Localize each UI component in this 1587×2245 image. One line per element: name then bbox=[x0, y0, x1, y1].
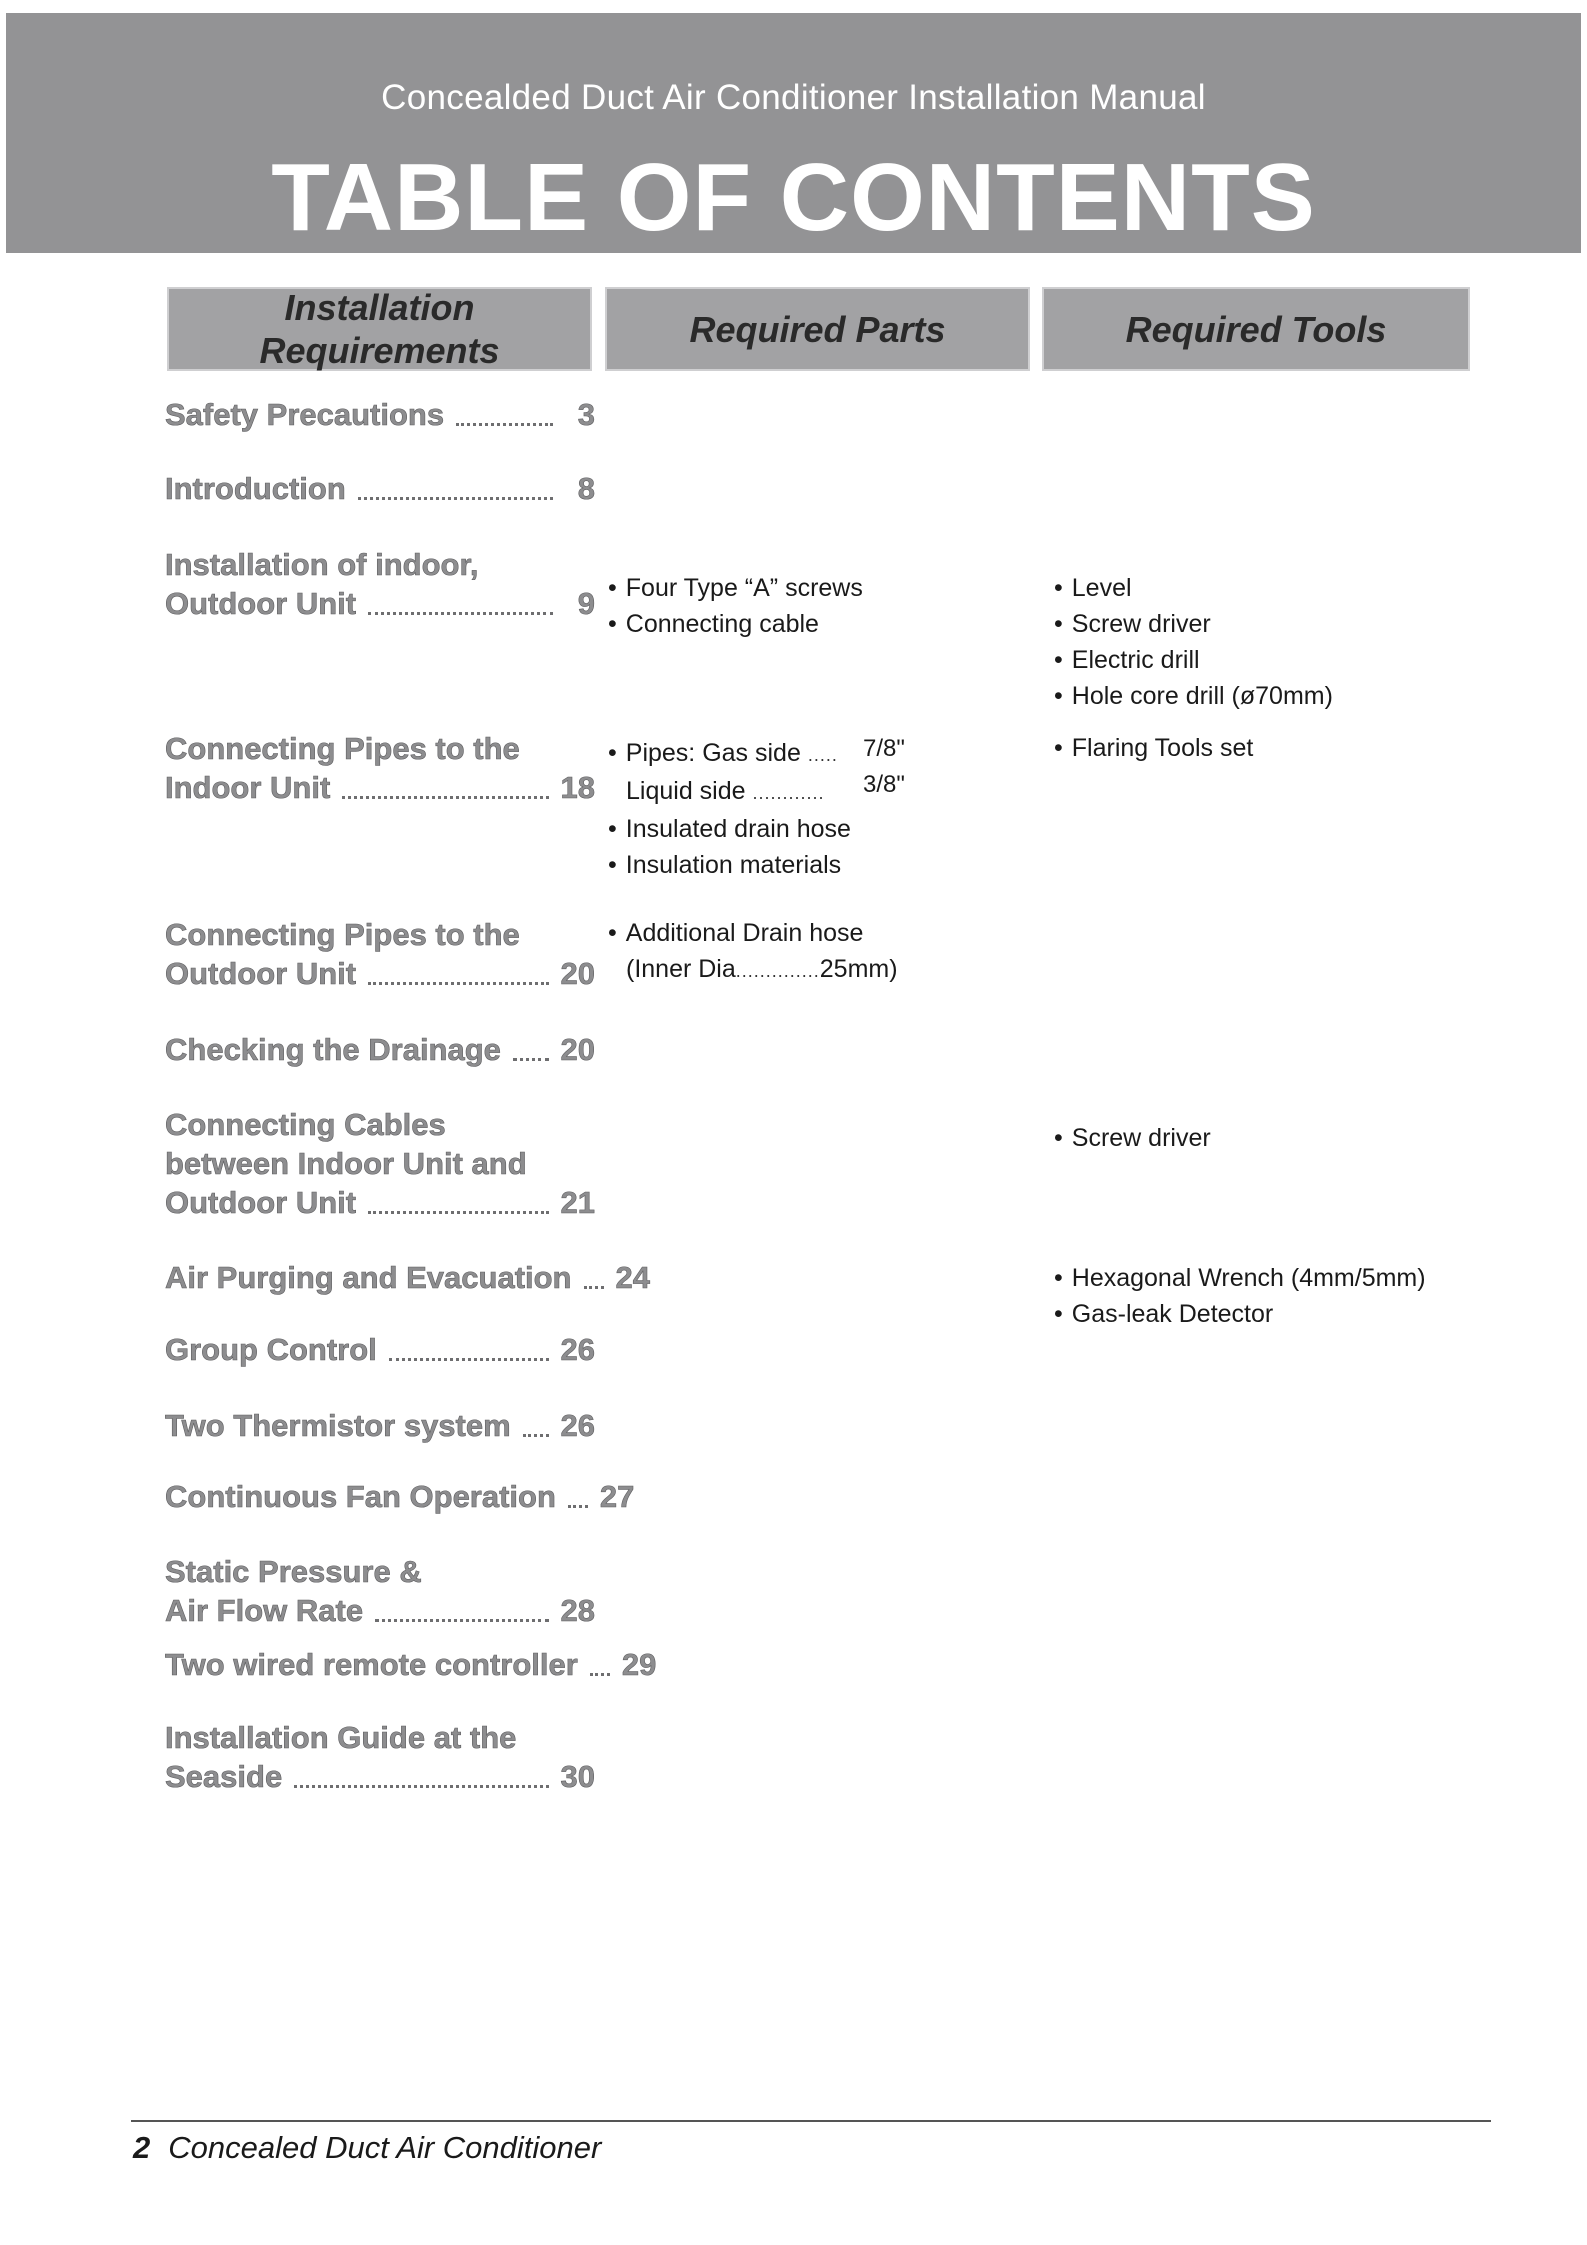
toc-entry-drainage[interactable] bbox=[165, 1030, 595, 1069]
toc-page-number: 30 bbox=[560, 1759, 595, 1794]
toc-page-number: 26 bbox=[560, 1408, 595, 1443]
liquid-size: 3/8" bbox=[863, 771, 905, 798]
leader-dots bbox=[584, 1286, 604, 1289]
gas-side-label: Pipes: Gas side bbox=[625, 739, 801, 767]
toc-entry-cables[interactable] bbox=[165, 1105, 595, 1222]
part-item: • Additional Drain hose bbox=[608, 915, 898, 951]
leader-dots bbox=[368, 982, 548, 985]
leader-dots bbox=[294, 1785, 548, 1788]
toc-label: Outdoor Unit bbox=[165, 956, 357, 991]
toc-label: Two wired remote controller bbox=[165, 1647, 578, 1682]
leader-dots bbox=[368, 1211, 548, 1214]
toc-page-number: 9 bbox=[577, 586, 595, 621]
toc-label: Indoor Unit bbox=[165, 770, 331, 805]
footer-page-number: 2 bbox=[133, 2130, 151, 2165]
gas-size: 7/8" bbox=[863, 735, 905, 762]
tools-list-cables bbox=[1054, 1120, 1211, 1156]
leader-dots bbox=[523, 1434, 549, 1437]
toc-label: Continuous Fan Operation bbox=[165, 1479, 556, 1514]
toc-page-number: 21 bbox=[560, 1185, 595, 1220]
column-header-installation-line1: Installation bbox=[284, 287, 475, 328]
part-item: • Four Type “A” screws bbox=[608, 570, 863, 606]
leader-dots bbox=[456, 423, 553, 426]
toc-entry-purging[interactable] bbox=[165, 1258, 650, 1297]
leader-dots bbox=[342, 796, 548, 799]
tool-item: • Hexagonal Wrench (4mm/5mm) bbox=[1054, 1260, 1426, 1296]
toc-page-number: 27 bbox=[599, 1479, 635, 1514]
column-header-tools: Required Tools bbox=[1042, 287, 1470, 371]
column-header-installation-line2: Requirements bbox=[259, 330, 500, 371]
toc-label-line: Connecting Pipes to the bbox=[165, 917, 520, 952]
toc-entry-group-control[interactable] bbox=[165, 1330, 595, 1369]
footer-title: Concealed Duct Air Conditioner bbox=[168, 2130, 602, 2165]
toc-label-line: Connecting Cables bbox=[165, 1107, 446, 1142]
leader-dots bbox=[590, 1673, 610, 1676]
footer-divider bbox=[131, 2120, 1491, 2122]
leader-dots bbox=[513, 1058, 549, 1061]
part-item: • Connecting cable bbox=[608, 606, 863, 642]
inner-dia-dots: .............. bbox=[735, 961, 820, 981]
toc-label: Outdoor Unit bbox=[165, 1185, 357, 1220]
column-header-installation bbox=[167, 287, 592, 371]
tool-item: • Screw driver bbox=[1054, 606, 1333, 642]
toc-entry-pipes-outdoor[interactable] bbox=[165, 915, 595, 993]
toc-entry-seaside[interactable] bbox=[165, 1718, 595, 1796]
toc-label: Air Flow Rate bbox=[165, 1593, 364, 1628]
tools-list-purging bbox=[1054, 1260, 1426, 1332]
toc-label: Seaside bbox=[165, 1759, 283, 1794]
toc-page-number: 20 bbox=[560, 956, 595, 991]
inner-dia-value: 25mm) bbox=[819, 955, 898, 983]
toc-page-number: 26 bbox=[560, 1332, 595, 1367]
toc-label-line: between Indoor Unit and bbox=[165, 1146, 527, 1181]
toc-entry-static-pressure[interactable] bbox=[165, 1552, 595, 1630]
tools-list-pipes-indoor bbox=[1054, 730, 1253, 766]
page-title: TABLE OF CONTENTS bbox=[271, 144, 1316, 251]
toc-label: Two Thermistor system bbox=[165, 1408, 511, 1443]
toc-page-number: 20 bbox=[560, 1032, 595, 1067]
part-item-gas-side bbox=[608, 735, 851, 773]
toc-page-number: 29 bbox=[621, 1647, 657, 1682]
leader-dots bbox=[368, 612, 553, 615]
liquid-side-dots: ............ bbox=[752, 783, 825, 803]
toc-entry-installation[interactable] bbox=[165, 545, 595, 623]
toc-entry-safety[interactable] bbox=[165, 395, 595, 434]
part-item: • Insulated drain hose bbox=[608, 811, 851, 847]
toc-label-line: Installation Guide at the bbox=[165, 1720, 517, 1755]
toc-page-number: 18 bbox=[560, 770, 595, 805]
tool-item: • Hole core drill (ø70mm) bbox=[1054, 678, 1333, 714]
parts-list-installation bbox=[608, 570, 863, 642]
column-header-parts: Required Parts bbox=[605, 287, 1030, 371]
toc-entry-pipes-indoor[interactable] bbox=[165, 729, 595, 807]
manual-subtitle: Concealded Duct Air Conditioner Installation Manual bbox=[381, 78, 1206, 117]
gas-side-dots: ..... bbox=[807, 745, 838, 765]
tool-item: • Electric drill bbox=[1054, 642, 1333, 678]
toc-label: Checking the Drainage bbox=[165, 1032, 501, 1067]
toc-entry-remote-controller[interactable] bbox=[165, 1645, 657, 1684]
toc-page-number: 3 bbox=[577, 397, 595, 432]
toc-label-line: Connecting Pipes to the bbox=[165, 731, 520, 766]
toc-label: Safety Precautions bbox=[165, 397, 445, 432]
parts-list-pipes-indoor bbox=[608, 735, 938, 885]
part-item-liquid-side bbox=[608, 773, 851, 811]
toc-entry-introduction[interactable] bbox=[165, 469, 595, 508]
tool-item: • Gas-leak Detector bbox=[1054, 1296, 1426, 1332]
toc-label: Introduction bbox=[165, 471, 346, 506]
liquid-side-label: Liquid side bbox=[626, 777, 746, 805]
inner-dia-label: (Inner Dia bbox=[626, 955, 736, 983]
leader-dots bbox=[568, 1505, 588, 1508]
toc-page-number: 24 bbox=[615, 1260, 650, 1295]
part-item-inner-dia bbox=[608, 951, 898, 989]
header-banner bbox=[6, 13, 1581, 253]
tool-item: • Flaring Tools set bbox=[1054, 730, 1253, 766]
toc-entry-thermistor[interactable] bbox=[165, 1406, 595, 1445]
leader-dots bbox=[389, 1358, 549, 1361]
toc-page-number: 8 bbox=[577, 471, 595, 506]
toc-label-line: Installation of indoor, bbox=[165, 547, 479, 582]
toc-page-number: 28 bbox=[560, 1593, 595, 1628]
toc-label-line: Static Pressure & bbox=[165, 1554, 422, 1589]
toc-label: Outdoor Unit bbox=[165, 586, 357, 621]
parts-list-pipes-outdoor bbox=[608, 915, 898, 989]
toc-label: Air Purging and Evacuation bbox=[165, 1260, 572, 1295]
toc-label: Group Control bbox=[165, 1332, 377, 1367]
leader-dots bbox=[358, 497, 553, 500]
tool-item: • Screw driver bbox=[1054, 1120, 1211, 1156]
tool-item: • Level bbox=[1054, 570, 1333, 606]
leader-dots bbox=[375, 1619, 548, 1622]
toc-entry-fan[interactable] bbox=[165, 1477, 635, 1516]
part-item: • Insulation materials bbox=[608, 847, 851, 883]
tools-list-installation bbox=[1054, 570, 1333, 714]
page-footer bbox=[133, 2130, 601, 2166]
